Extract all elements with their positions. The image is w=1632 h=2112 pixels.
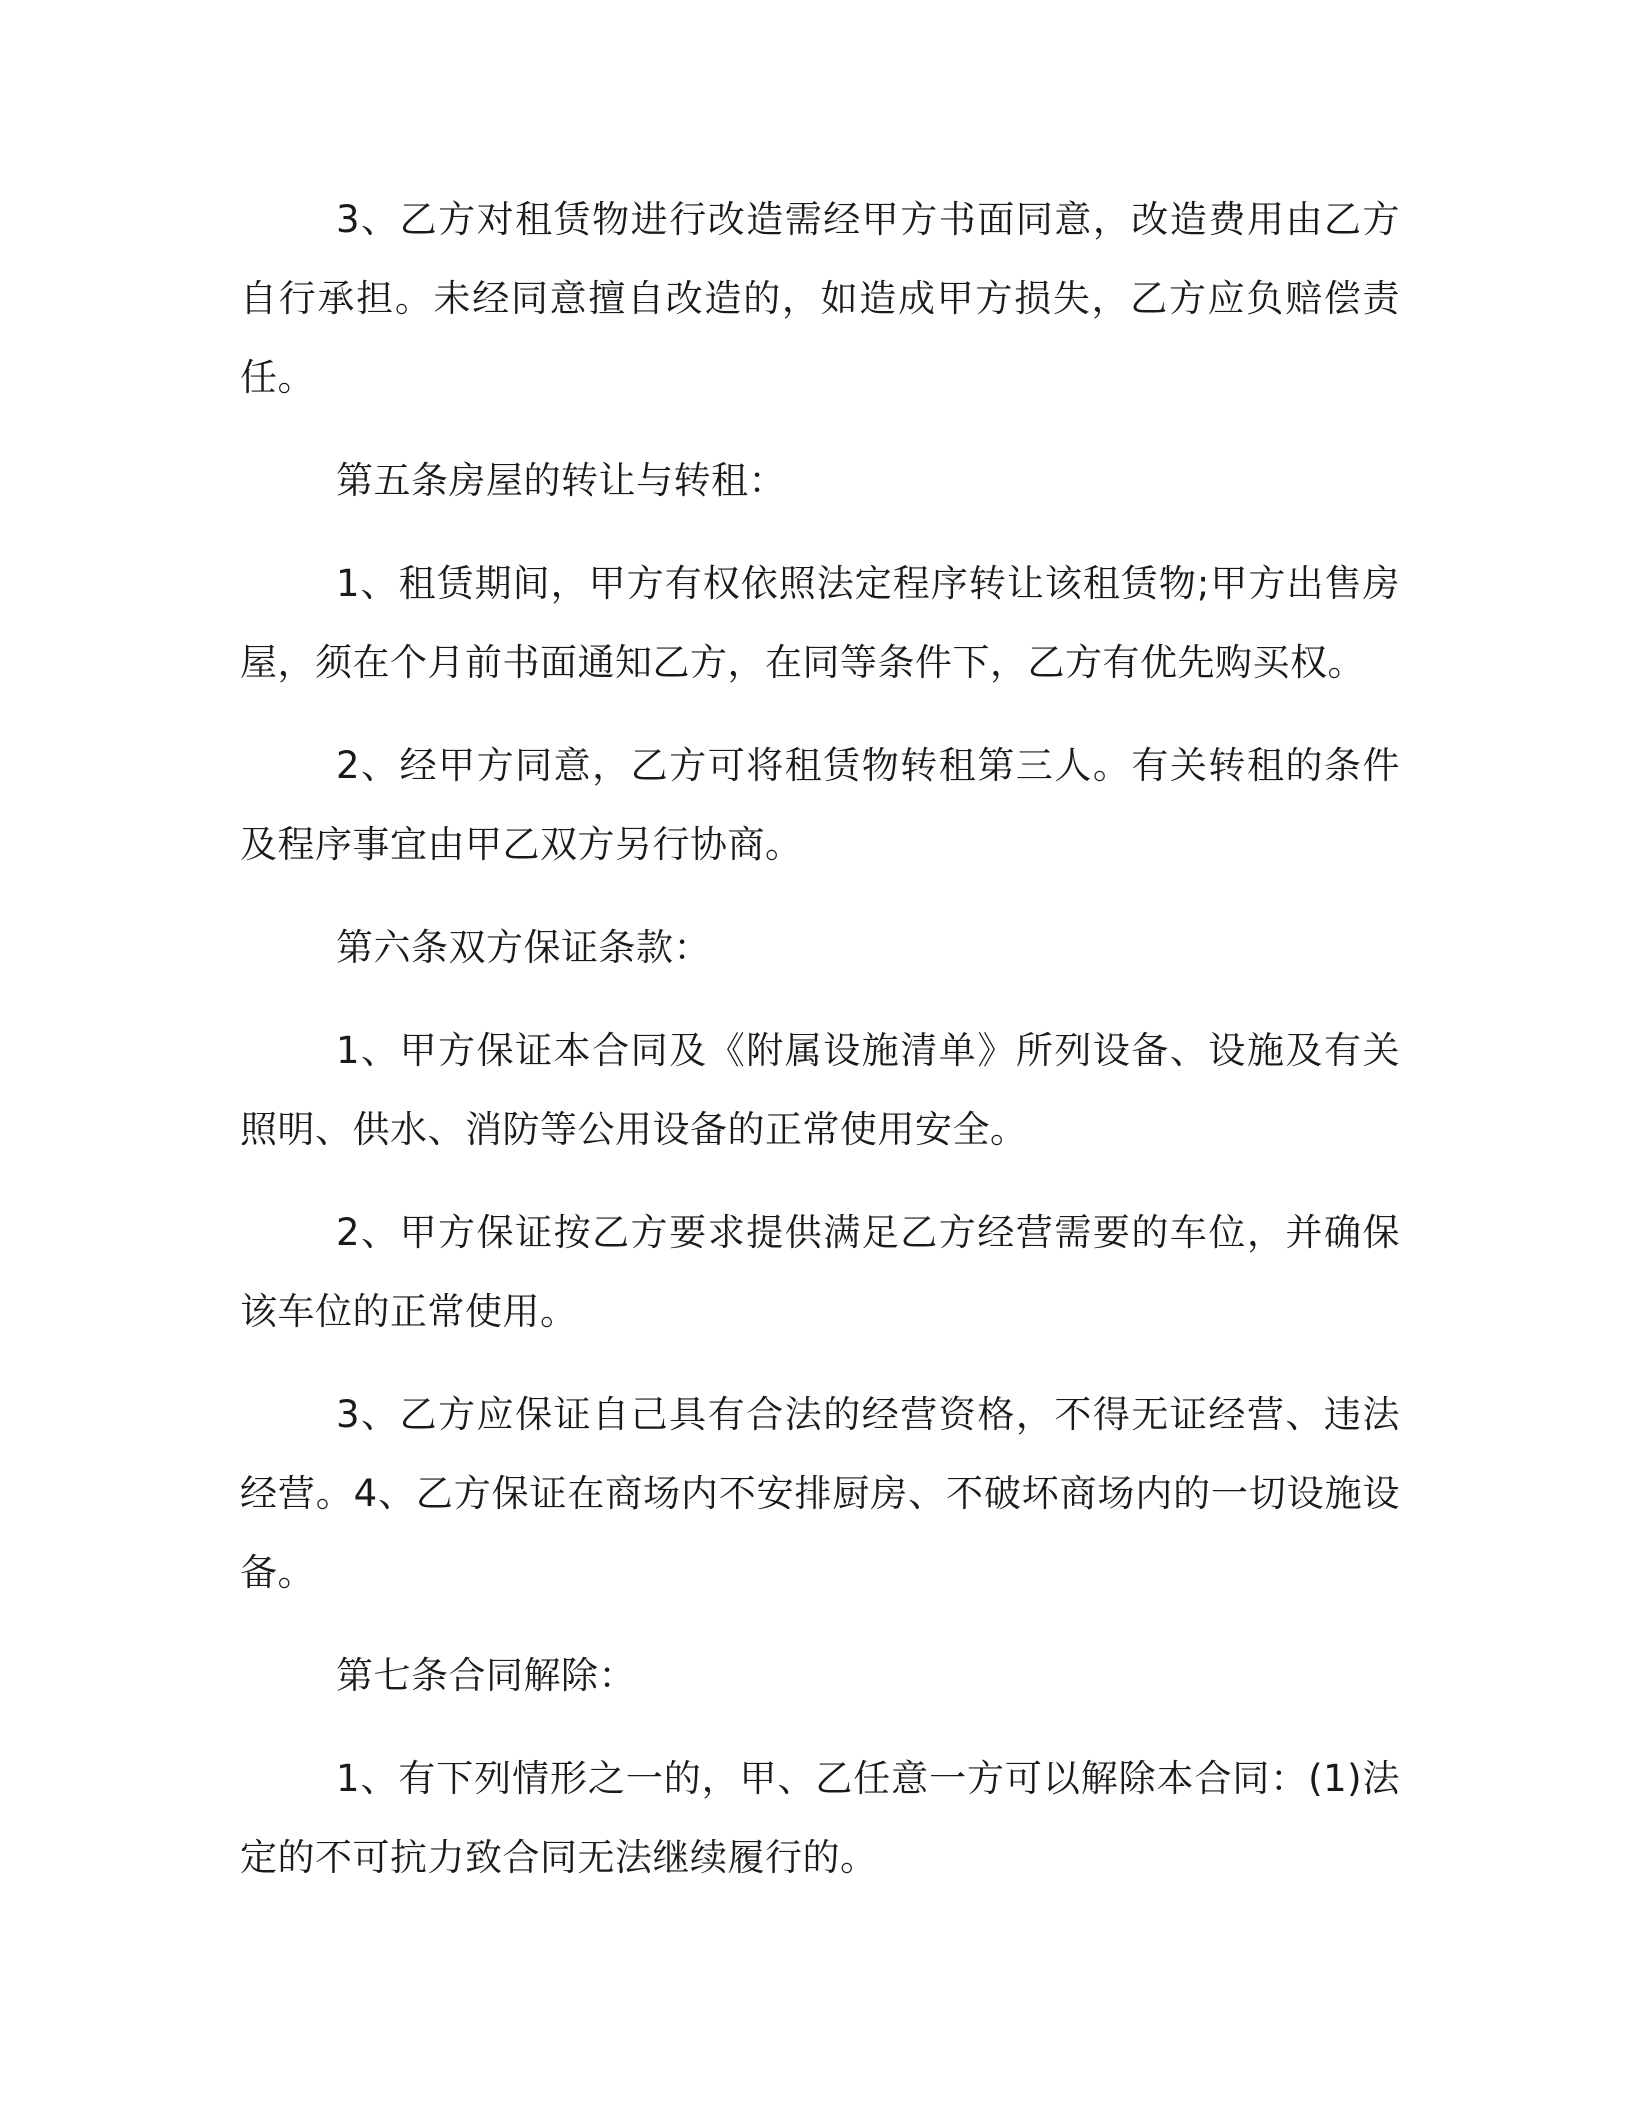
clause-6-item-1: 1、甲方保证本合同及《附属设施清单》所列设备、设施及有关照明、供水、消防等公用设备的正常使用安全。 <box>240 1029 1400 1151</box>
article-5-heading: 第五条房屋的转让与转租： <box>336 459 786 502</box>
clause-5-item-1: 1、租赁期间，甲方有权依照法定程序转让该租赁物;甲方出售房屋，须在个月前书面通知乙方，在同等条件下，乙方有优先购买权。 <box>240 562 1400 684</box>
clause-6-item-2: 2、甲方保证按乙方要求提供满足乙方经营需要的车位，并确保该车位的正常使用。 <box>240 1211 1400 1333</box>
clause-6-item-3-4: 3、乙方应保证自己具有合法的经营资格，不得无证经营、违法经营。4、乙方保证在商场内不安排厨房、不破坏商场内的一切设施设备。 <box>240 1393 1400 1594</box>
clause-7-item-1: 1、有下列情形之一的，甲、乙任意一方可以解除本合同：(1)法定的不可抗力致合同无法继续履行的。 <box>240 1757 1400 1879</box>
document-body <box>240 180 1400 1921</box>
article-7-heading: 第七条合同解除： <box>336 1654 636 1697</box>
article-6-heading: 第六条双方保证条款： <box>336 926 711 969</box>
clause-5-item-2: 2、经甲方同意，乙方可将租赁物转租第三人。有关转租的条件及程序事宜由甲乙双方另行协商。 <box>240 744 1400 866</box>
clause-4-item-3: 3、乙方对租赁物进行改造需经甲方书面同意，改造费用由乙方自行承担。未经同意擅自改造的，如造成甲方损失，乙方应负赔偿责任。 <box>240 198 1400 399</box>
